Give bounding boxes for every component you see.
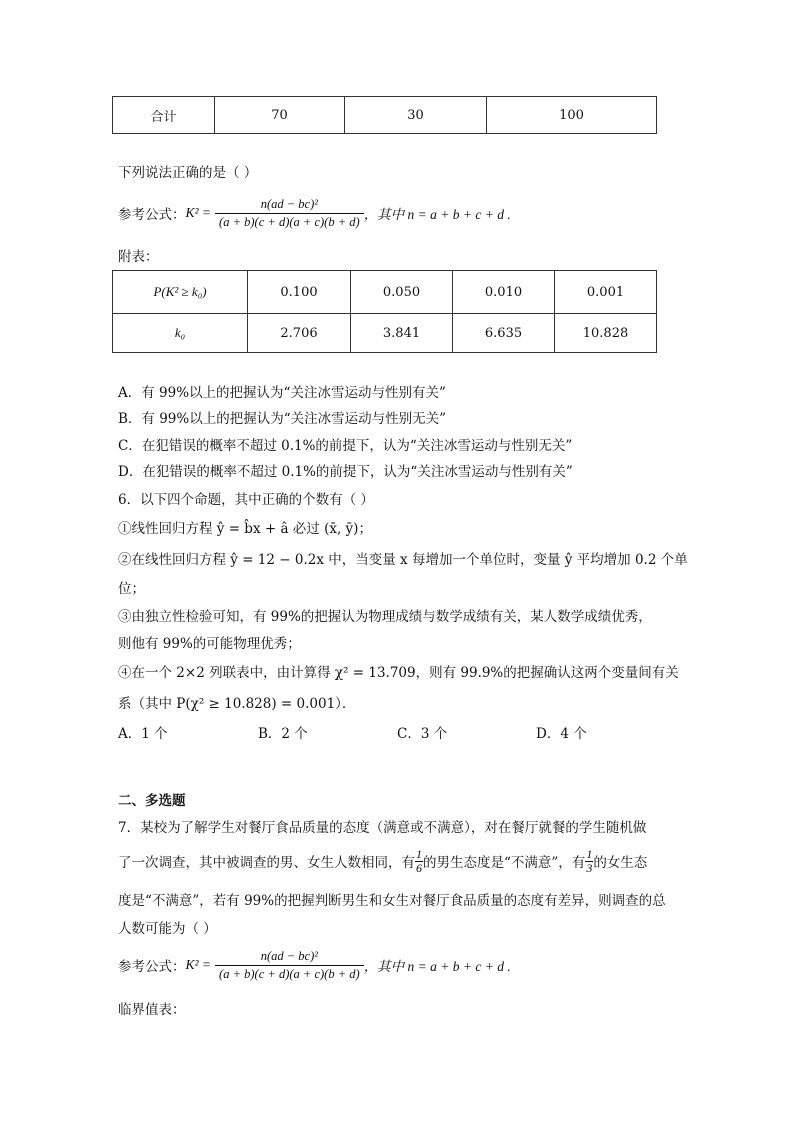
totals-cell: 70 — [215, 97, 345, 134]
fraction-one-third — [585, 848, 593, 875]
formula-block-2 — [118, 944, 511, 986]
answer-option-b: B．2 个 — [258, 726, 308, 742]
table-cell: 3.841 — [351, 314, 453, 353]
statement-3-cont: 则他有 99%的可能物理优秀； — [118, 636, 301, 652]
formula-numerator: n(ad − bc)² — [215, 949, 364, 966]
q7-text: 的男生态度是“不满意”，有 — [423, 855, 586, 871]
fraction-one-sixth — [415, 848, 423, 875]
statement-2-cont: 位； — [118, 581, 145, 597]
answer-option-d: D．4 个 — [536, 726, 587, 742]
totals-table — [112, 96, 657, 134]
formula-label: 参考公式： — [118, 207, 186, 223]
formula-denominator: (a + b)(c + d)(a + c)(b + d) — [219, 966, 360, 981]
statement-2: ②在线性回归方程 ŷ = 12 − 0.2x 中，当变量 x 每增加一个单位时，变量 ŷ 平均增加 0.2 个单 — [118, 552, 688, 568]
table-cell: 10.828 — [555, 314, 657, 353]
question-6-stem: 6．以下四个命题，其中正确的个数有（ ） — [118, 492, 374, 508]
totals-cell: 100 — [487, 97, 657, 134]
statement-1: ①线性回归方程 ŷ = b̂x + â 必过 (x̄, ȳ)； — [118, 521, 372, 537]
table-cell: 2.706 — [248, 314, 351, 353]
option-b: B．有 99%以上的把握认为“关注冰雪运动与性别无关” — [118, 411, 447, 427]
answer-option-a: A．1 个 — [118, 726, 168, 742]
table-cell: 0.050 — [351, 271, 453, 314]
formula-block — [118, 192, 511, 234]
q7-text: 的女生态 — [593, 855, 648, 871]
q7-text: 了一次调查，其中被调查的男、女生人数相同，有 — [118, 855, 415, 871]
table-cell: 0.100 — [248, 271, 351, 314]
fraction-numerator: 1 — [586, 846, 593, 861]
question-7-line-3: 度是“不满意”，若有 99%的把握判断男生和女生对餐厅食品质量的态度有差异，则调查的总 — [118, 893, 666, 909]
statement-4-cont: 系（其中 P(χ² ≥ 10.828) = 0.001）． — [118, 696, 356, 712]
formula-fraction — [215, 949, 364, 982]
formula-lhs: K² = — [185, 957, 212, 972]
critical-value-table — [112, 270, 657, 353]
totals-cell-label: 合计 — [113, 97, 215, 134]
question-7-line-4: 人数可能为（ ） — [118, 921, 217, 937]
table-row-label: P(K² ≥ k₀) — [113, 271, 248, 314]
fraction-denominator: 6 — [416, 860, 422, 875]
option-d: D．在犯错误的概率不超过 0.1%的前提下，认为“关注冰雪运动与性别有关” — [118, 464, 573, 480]
formula-lhs: K² = — [185, 205, 212, 220]
question-7-line-1: 7．某校为了解学生对餐厅食品质量的态度（满意或不满意），对在餐厅就餐的学生随机做 — [118, 820, 647, 836]
question-7-line-2 — [118, 841, 647, 881]
formula-label: 参考公式： — [118, 959, 186, 975]
fraction-numerator: 1 — [416, 846, 422, 861]
section-heading: 二、多选题 — [118, 793, 186, 809]
critical-value-label: 临界值表： — [118, 1002, 186, 1018]
answer-option-c: C．3 个 — [397, 726, 448, 742]
totals-cell: 30 — [345, 97, 487, 134]
option-c: C．在犯错误的概率不超过 0.1%的前提下，认为“关注冰雪运动与性别无关” — [118, 438, 573, 454]
question-prompt: 下列说法正确的是（ ） — [118, 165, 258, 181]
fraction-denominator: 3 — [586, 860, 593, 875]
option-a: A．有 99%以上的把握认为“关注冰雪运动与性别有关” — [118, 385, 446, 401]
appendix-label: 附表： — [118, 249, 159, 265]
statement-3: ③由独立性检验可知，有 99%的把握认为物理成绩与数学成绩有关，某人数学成绩优秀， — [118, 609, 652, 625]
formula-fraction — [215, 197, 364, 230]
statement-4: ④在一个 2×2 列联表中，由计算得 χ² = 13.709，则有 99.9%的把握确认这两个变量间有关 — [118, 665, 679, 681]
table-cell: 6.635 — [453, 314, 555, 353]
formula-tail: ，其中 n = a + b + c + d . — [363, 959, 511, 974]
table-cell: 0.010 — [453, 271, 555, 314]
formula-denominator: (a + b)(c + d)(a + c)(b + d) — [219, 214, 360, 229]
formula-numerator: n(ad − bc)² — [215, 197, 364, 214]
table-row-label: k₀ — [113, 314, 248, 353]
table-cell: 0.001 — [555, 271, 657, 314]
formula-tail: ，其中 n = a + b + c + d . — [363, 207, 511, 222]
